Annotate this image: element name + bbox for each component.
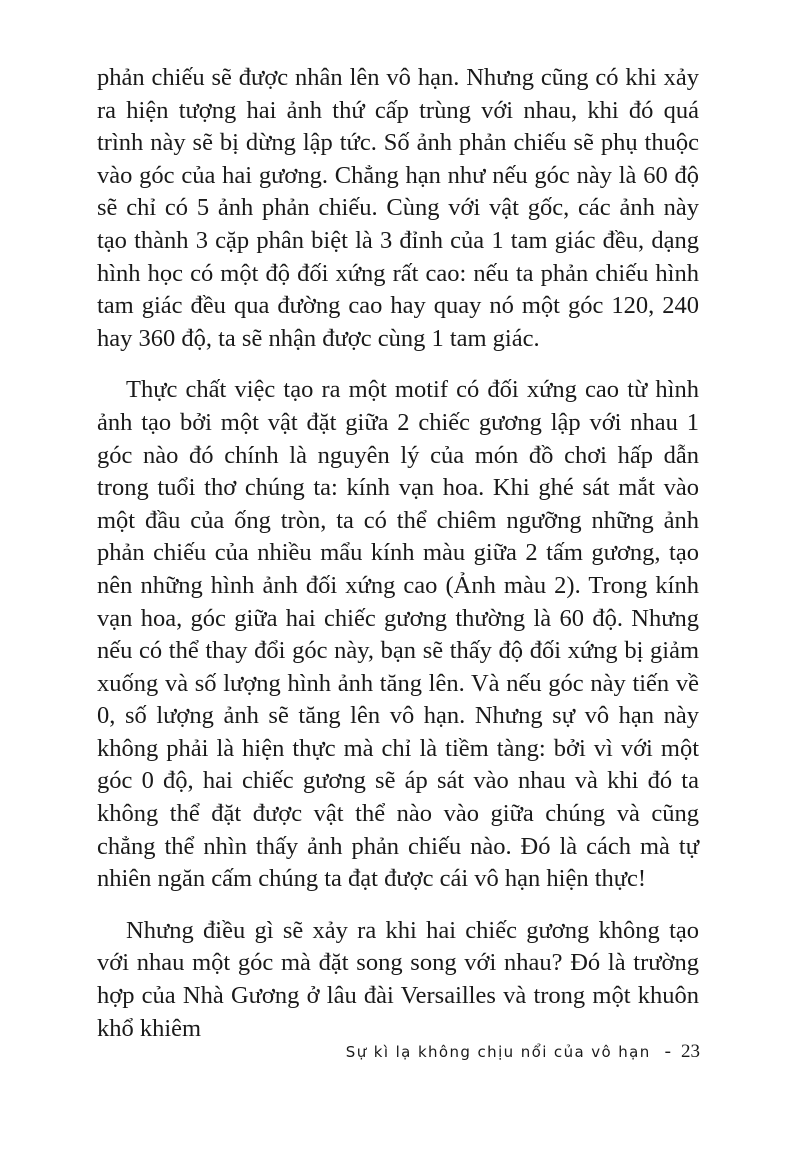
running-title: Sự kì lạ không chịu nổi của vô hạn <box>345 1043 651 1061</box>
paragraph-3: Nhưng điều gì sẽ xảy ra khi hai chiếc gương không tạo với nhau một góc mà đặt song song với nhau? Đó là trường hợp của Nhà Gương ở lâu đài Versailles và trong một khuôn khổ khiêm <box>97 916 699 1042</box>
body-text <box>97 62 699 1064</box>
paragraph-1: phản chiếu sẽ được nhân lên vô hạn. Nhưng cũng có khi xảy ra hiện tượng hai ảnh thứ cấp trùng với nhau, khi đó quá trình này sẽ bị dừng lập tức. Số ảnh phản chiếu sẽ phụ thuộc vào góc của hai gương. Chẳng hạn như nếu góc này là 60 độ sẽ chỉ có 5 ảnh phản chiếu. Cùng với vật gốc, các ảnh này tạo thành 3 cặp phân biệt là 3 đỉnh của 1 tam giác đều, dạng hình học có một độ đối xứng rất cao: nếu ta phản chiếu hình tam giác đều qua đường cao hay quay nó một góc 120, 240 hay 360 độ, ta sẽ nhận được cùng 1 tam giác. <box>97 64 699 352</box>
page-footer <box>330 1041 700 1071</box>
footer-separator: - <box>664 1041 671 1062</box>
paragraph-2: Thực chất việc tạo ra một motif có đối xứng cao từ hình ảnh tạo bởi một vật đặt giữa 2 chiếc gương lập với nhau 1 góc nào đó chính là nguyên lý của món đồ chơi hấp dẫn trong tuổi thơ chúng ta: kính vạn hoa. Khi ghé sát mắt vào một đầu của ống tròn, ta có thể chiêm ngưỡng những ảnh phản chiếu của nhiều mẩu kính màu giữa 2 tấm gương, tạo nên những hình ảnh đối xứng cao (Ảnh màu 2). Trong kính vạn hoa, góc giữa hai chiếc gương thường là 60 độ. Nhưng nếu có thể thay đổi góc này, bạn sẽ thấy độ đối xứng bị giảm xuống và số lượng hình ảnh tăng lên. Và nếu góc này tiến về 0, số lượng ảnh sẽ tăng lên vô hạn. Nhưng sự vô hạn này không phải là hiện thực mà chỉ là tiềm tàng: bởi vì với một góc 0 độ, hai chiếc gương sẽ áp sát vào nhau và khi đó ta không thể đặt được vật thể nào vào giữa chúng và cũng chẳng thể nhìn thấy ảnh phản chiếu nào. Đó là cách mà tự nhiên ngăn cấm chúng ta đạt được cái vô hạn hiện thực! <box>97 376 699 893</box>
page-number: 23 <box>681 1041 700 1062</box>
